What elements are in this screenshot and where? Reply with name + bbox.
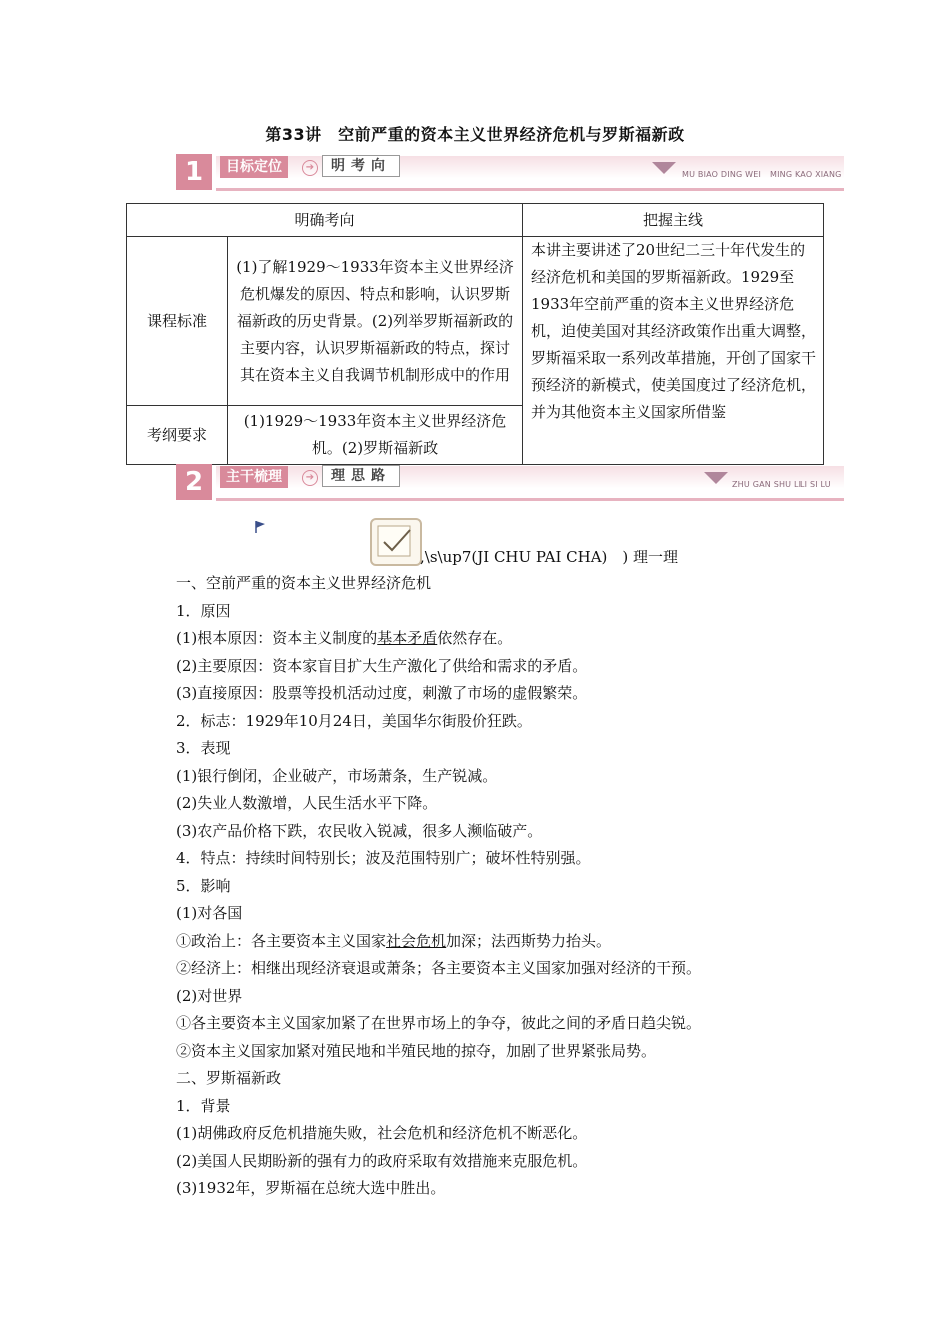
underlined-term: 基本矛盾 — [377, 629, 438, 647]
outline-item: ②资本主义国家加紧对殖民地和半殖民地的掠夺，加剧了世界紧张局势。 — [176, 1041, 657, 1060]
section-banner-1 — [176, 154, 844, 190]
section-tag: 主干梳理 — [220, 466, 288, 488]
arrow-icon: ➔ — [302, 470, 318, 486]
pinyin-label: LI SI LU — [800, 480, 831, 489]
row-content: (1)了解1929～1933年资本主义世界经济危机爆发的原因、特点和影响，认识罗斯福新政的历史背景。(2)列举罗斯福新政的主要内容，认识罗斯福新政的特点，探讨其在资本主义自我调节机制形成中的作用 — [228, 237, 523, 406]
outline-item: ①各主要资本主义国家加紧了在世界市场上的争夺，彼此之间的矛盾日趋尖锐。 — [176, 1014, 702, 1032]
arrow-icon: ➔ — [302, 160, 318, 176]
main-line-cell: 本讲主要讲述了20世纪二三十年代发生的经济危机和美国的罗斯福新政。1929至1933年空前严重的资本主义世界经济危机，迫使美国对其经济政策作出重大调整，罗斯福采取一系列改革措施，开创了国家干预经济的新模式，使美国度过了经济危机，并为其他资本主义国家所借鉴 — [523, 237, 824, 465]
checklist-icon — [370, 518, 422, 566]
section-subtag: 明考向 — [322, 155, 400, 177]
flag-icon — [254, 520, 268, 534]
subheading: 1．背景 — [176, 1096, 231, 1115]
subheading: 4．特点：持续时间特别长；波及范围特别广；破坏性特别强。 — [176, 849, 591, 867]
heading: 二、罗斯福新政 — [176, 1069, 282, 1087]
section-tag: 目标定位 — [220, 156, 288, 178]
outline-item: ②经济上：相继出现经济衰退或萧条；各主要资本主义国家加强对经济的干预。 — [176, 959, 702, 977]
goal-table — [126, 203, 824, 465]
section-banner-2 — [176, 464, 844, 500]
outline-item: (1)胡佛政府反危机措施失败，社会危机和经济危机不断恶化。 — [176, 1124, 588, 1142]
section-number: 1 — [176, 154, 212, 190]
row-label: 课程标准 — [127, 237, 228, 406]
outline-item: (1)根本原因：资本主义制度的基本矛盾依然存在。 — [176, 629, 513, 647]
heading: 一、空前严重的资本主义世界经济危机 — [176, 574, 432, 592]
triangle-icon — [652, 162, 676, 174]
table-header: 把握主线 — [523, 204, 824, 237]
table-header: 明确考向 — [127, 204, 523, 237]
section-subtag: 理思路 — [322, 465, 400, 487]
outline-item: (3)直接原因：股票等投机活动过度，刺激了市场的虚假繁荣。 — [176, 684, 588, 702]
outline-item: (2)失业人数激增，人民生活水平下降。 — [176, 794, 438, 812]
underlined-term: 社会危机 — [386, 931, 447, 950]
outline-body — [176, 570, 856, 1203]
subheading: 1．原因 — [176, 601, 231, 620]
row-label: 考纲要求 — [127, 406, 228, 465]
outline-item: (2)主要原因：资本家盲目扩大生产激化了供给和需求的矛盾。 — [176, 656, 588, 675]
outline-item: (2)对世界 — [176, 986, 243, 1005]
subheading: 2．标志：1929年10月24日，美国华尔街股价狂跌。 — [176, 711, 532, 730]
outline-item: (3)农产品价格下跌，农民收入锐减，很多人濒临破产。 — [176, 821, 543, 840]
row-content: (1)1929～1933年资本主义世界经济危机。(2)罗斯福新政 — [228, 406, 523, 465]
outline-item: (1)银行倒闭，企业破产，市场萧条，生产锐减。 — [176, 766, 498, 785]
outline-item: (2)美国人民期盼新的强有力的政府采取有效措施来克服危机。 — [176, 1151, 588, 1170]
pinyin-label: ZHU GAN SHU LI — [732, 480, 802, 489]
pinyin-label: MING KAO XIANG — [770, 170, 842, 179]
subheading: 5．影响 — [176, 876, 231, 895]
triangle-icon — [704, 472, 728, 484]
outline-item: ①政治上：各主要资本主义国家社会危机加深；法西斯势力抬头。 — [176, 931, 612, 950]
pinyin-label: MU BIAO DING WEI — [682, 170, 762, 179]
subheading: 3．表现 — [176, 739, 231, 757]
section-number: 2 — [176, 464, 212, 500]
section-lead: ,\s\up7(JI CHU PAI CHA) ) 理一理 — [420, 548, 679, 566]
outline-item: (1)对各国 — [176, 904, 243, 922]
page-title: 第33讲 空前严重的资本主义世界经济危机与罗斯福新政 — [265, 125, 685, 144]
outline-item: (3)1932年，罗斯福在总统大选中胜出。 — [176, 1179, 446, 1197]
